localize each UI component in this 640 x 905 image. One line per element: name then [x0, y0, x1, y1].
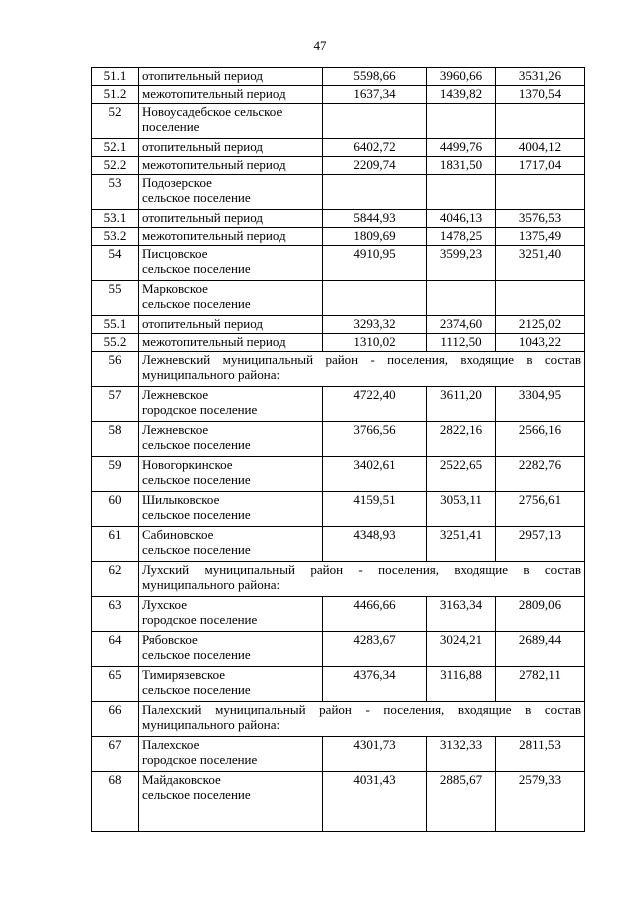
table-row: [92, 387, 585, 422]
value-cell-2: 3163,34: [427, 597, 496, 632]
value-cell-1: 3402,61: [323, 457, 427, 492]
value-cell-3: 2811,53: [496, 737, 585, 772]
table-row: [92, 334, 585, 352]
page-number: 47: [313, 38, 327, 53]
settlement-name-cell: Майдаковское сельское поселение: [139, 772, 323, 832]
table-row: [92, 281, 585, 316]
value-cell-2: [427, 104, 496, 139]
settlement-name-cell: отопительный период: [139, 139, 323, 157]
row-number-cell: 64: [92, 632, 139, 667]
row-number-cell: 51.2: [92, 86, 139, 104]
settlement-name-cell: отопительный период: [139, 68, 323, 86]
settlement-name-cell: Рябовское сельское поселение: [139, 632, 323, 667]
row-number-cell: 57: [92, 387, 139, 422]
district-header-cell: Палехский муниципальный район - поселения, входящие в состав муниципального района:: [139, 702, 585, 737]
value-cell-2: 2822,16: [427, 422, 496, 457]
value-cell-3: 2282,76: [496, 457, 585, 492]
value-cell-3: 1370,54: [496, 86, 585, 104]
value-cell-3: 3251,40: [496, 246, 585, 281]
row-number-cell: 53.2: [92, 228, 139, 246]
value-cell-1: 4283,67: [323, 632, 427, 667]
value-cell-1: 6402,72: [323, 139, 427, 157]
settlement-name-cell: Подозерское сельское поселение: [139, 175, 323, 210]
row-number-cell: 55.1: [92, 316, 139, 334]
value-cell-1: 1809,69: [323, 228, 427, 246]
value-cell-2: 4046,13: [427, 210, 496, 228]
value-cell-2: 1439,82: [427, 86, 496, 104]
row-number-cell: 53: [92, 175, 139, 210]
row-number-cell: 61: [92, 527, 139, 562]
row-number-cell: 52.1: [92, 139, 139, 157]
value-cell-3: 2957,13: [496, 527, 585, 562]
value-cell-1: [323, 175, 427, 210]
value-cell-1: 4910,95: [323, 246, 427, 281]
value-cell-2: [427, 175, 496, 210]
table-row: [92, 228, 585, 246]
table-row: [92, 352, 585, 387]
table-row: [92, 157, 585, 175]
row-number-cell: 67: [92, 737, 139, 772]
value-cell-1: 3766,56: [323, 422, 427, 457]
row-number-cell: 63: [92, 597, 139, 632]
row-number-cell: 62: [92, 562, 139, 597]
row-number-cell: 60: [92, 492, 139, 527]
value-cell-3: [496, 104, 585, 139]
settlement-name-cell: Новогоркинское сельское поселение: [139, 457, 323, 492]
settlement-name-cell: Лежневское городское поселение: [139, 387, 323, 422]
table-row: [92, 737, 585, 772]
value-cell-3: 2809,06: [496, 597, 585, 632]
value-cell-3: 2579,33: [496, 772, 585, 832]
value-cell-2: 1112,50: [427, 334, 496, 352]
value-cell-1: [323, 104, 427, 139]
value-cell-2: 3116,88: [427, 667, 496, 702]
settlement-name-cell: межотопительный период: [139, 228, 323, 246]
value-cell-2: 1478,25: [427, 228, 496, 246]
table-row: [92, 772, 585, 832]
value-cell-2: 3053,11: [427, 492, 496, 527]
row-number-cell: 59: [92, 457, 139, 492]
value-cell-3: [496, 281, 585, 316]
row-number-cell: 56: [92, 352, 139, 387]
settlement-name-cell: межотопительный период: [139, 334, 323, 352]
settlement-name-cell: Палехское городское поселение: [139, 737, 323, 772]
value-cell-3: 3304,95: [496, 387, 585, 422]
row-number-cell: 58: [92, 422, 139, 457]
value-cell-2: [427, 281, 496, 316]
row-number-cell: 68: [92, 772, 139, 832]
row-number-cell: 52.2: [92, 157, 139, 175]
table-row: [92, 492, 585, 527]
table-row: [92, 139, 585, 157]
settlement-name-cell: отопительный период: [139, 210, 323, 228]
value-cell-3: 3531,26: [496, 68, 585, 86]
value-cell-3: 3576,53: [496, 210, 585, 228]
table-body: [92, 68, 585, 832]
value-cell-3: 2566,16: [496, 422, 585, 457]
value-cell-1: 4466,66: [323, 597, 427, 632]
table-row: [92, 210, 585, 228]
district-header-cell: Лежневский муниципальный район - поселения, входящие в состав муниципального района:: [139, 352, 585, 387]
table-row: [92, 175, 585, 210]
table-row: [92, 527, 585, 562]
value-cell-2: 2522,65: [427, 457, 496, 492]
table-row: [92, 246, 585, 281]
row-number-cell: 52: [92, 104, 139, 139]
row-number-cell: 65: [92, 667, 139, 702]
table-row: [92, 422, 585, 457]
table-row: [92, 562, 585, 597]
value-cell-1: 2209,74: [323, 157, 427, 175]
value-cell-3: 1717,04: [496, 157, 585, 175]
value-cell-1: 4376,34: [323, 667, 427, 702]
value-cell-2: 3132,33: [427, 737, 496, 772]
value-cell-2: 3251,41: [427, 527, 496, 562]
row-number-cell: 66: [92, 702, 139, 737]
value-cell-1: 3293,32: [323, 316, 427, 334]
value-cell-1: 5598,66: [323, 68, 427, 86]
settlement-name-cell: Сабиновское сельское поселение: [139, 527, 323, 562]
row-number-cell: 54: [92, 246, 139, 281]
settlement-name-cell: межотопительный период: [139, 157, 323, 175]
row-number-cell: 53.1: [92, 210, 139, 228]
settlement-name-cell: Шилыковское сельское поселение: [139, 492, 323, 527]
value-cell-3: 2125,02: [496, 316, 585, 334]
value-cell-3: 1043,22: [496, 334, 585, 352]
value-cell-3: 1375,49: [496, 228, 585, 246]
value-cell-1: 4159,51: [323, 492, 427, 527]
value-cell-2: 2374,60: [427, 316, 496, 334]
table-row: [92, 597, 585, 632]
settlement-name-cell: Марковское сельское поселение: [139, 281, 323, 316]
table-row: [92, 316, 585, 334]
value-cell-2: 1831,50: [427, 157, 496, 175]
row-number-cell: 51.1: [92, 68, 139, 86]
value-cell-2: 3599,23: [427, 246, 496, 281]
table-row: [92, 632, 585, 667]
row-number-cell: 55: [92, 281, 139, 316]
value-cell-1: [323, 281, 427, 316]
value-cell-3: 2756,61: [496, 492, 585, 527]
district-header-cell: Лухский муниципальный район - поселения, входящие в состав муниципального района:: [139, 562, 585, 597]
table-row: [92, 667, 585, 702]
value-cell-3: 4004,12: [496, 139, 585, 157]
settlement-name-cell: Писцовское сельское поселение: [139, 246, 323, 281]
table-row: [92, 104, 585, 139]
value-cell-3: 2782,11: [496, 667, 585, 702]
value-cell-1: 1310,02: [323, 334, 427, 352]
value-cell-2: 3960,66: [427, 68, 496, 86]
settlement-name-cell: Новоусадебское сельское поселение: [139, 104, 323, 139]
value-cell-2: 2885,67: [427, 772, 496, 832]
value-cell-1: 1637,34: [323, 86, 427, 104]
table-row: [92, 86, 585, 104]
settlement-name-cell: межотопительный период: [139, 86, 323, 104]
settlement-name-cell: Лухское городское поселение: [139, 597, 323, 632]
settlement-name-cell: Тимирязевское сельское поселение: [139, 667, 323, 702]
value-cell-2: 3024,21: [427, 632, 496, 667]
value-cell-1: 5844,93: [323, 210, 427, 228]
value-cell-1: 4031,43: [323, 772, 427, 832]
settlement-name-cell: отопительный период: [139, 316, 323, 334]
value-cell-2: 4499,76: [427, 139, 496, 157]
table-row: [92, 457, 585, 492]
value-cell-1: 4722,40: [323, 387, 427, 422]
value-cell-2: 3611,20: [427, 387, 496, 422]
value-cell-1: 4301,73: [323, 737, 427, 772]
table-row: [92, 702, 585, 737]
tariff-table: [91, 67, 585, 832]
settlement-name-cell: Лежневское сельское поселение: [139, 422, 323, 457]
value-cell-1: 4348,93: [323, 527, 427, 562]
row-number-cell: 55.2: [92, 334, 139, 352]
value-cell-3: 2689,44: [496, 632, 585, 667]
table-row: [92, 68, 585, 86]
value-cell-3: [496, 175, 585, 210]
